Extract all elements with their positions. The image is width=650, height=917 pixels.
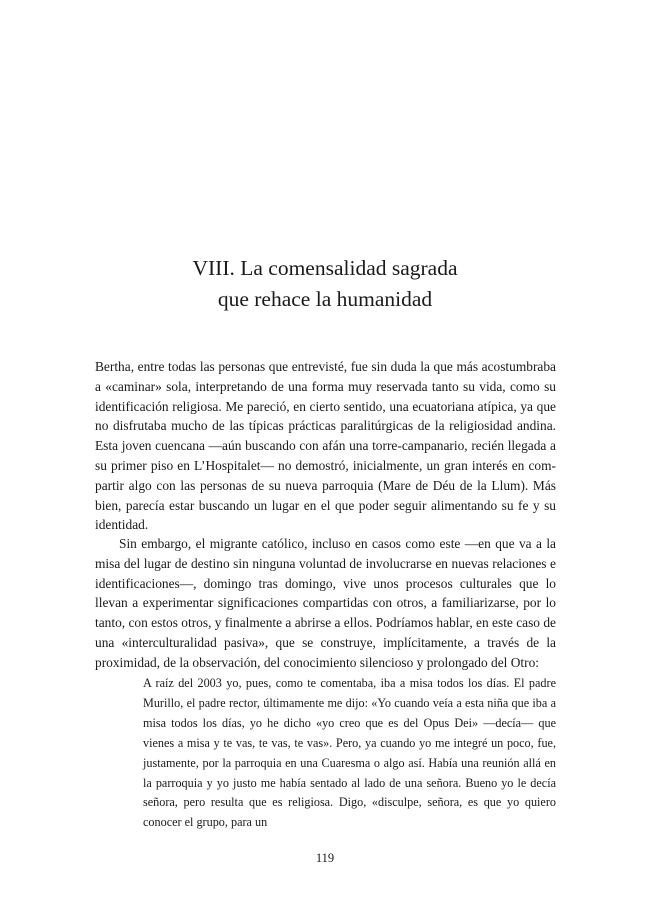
paragraph-text: Bertha, entre todas las personas que entrevisté, fue sin duda la que más acostumbraba a «caminar» sola, interpretando de una forma muy reservada tanto su vida, como su identificación religiosa. Me pareció, en cierto sentido, una ecuatoriana atípica, ya que no disfrutaba mucho de las típicas prácticas paralitúrgicas de la religiosidad andina. Esta joven cuencana —aún buscando con afán una torre-campanario, recién llegada a su primer piso en L’Hospitalet— no demostró, inicialmente, un gran interés en compartir algo con las personas de su nueva parroquia (Mare de Déu de la Llum). Más bien, parecía estar buscando un lugar en el que poder seguir alimentando su fe y su identidad. <box>95 359 556 533</box>
chapter-title-line-1: VIII. La comensalidad sagrada <box>192 256 458 280</box>
chapter-title-line-2: que rehace la humanidad <box>217 287 433 311</box>
paragraph-text: Sin embargo, el migrante católico, incluso en casos como este —en que va a la misa del lugar de destino sin ninguna voluntad de involucrarse en nuevas relaciones e identificaciones—, domingo tras domingo, vive unos procesos culturales que lo llevan a experimentar significaciones compartidas con otros, a familiarizarse, por lo tanto, con estos otros, y finalmente a abrirse a ellos. Podríamos hablar, en este caso de una «interculturalidad pasiva», que se construye, implícitamente, a través de la proximidad, de la observación, del conocimiento silencioso y prolongado del Otro: <box>95 536 556 670</box>
paragraph-1 <box>95 357 556 535</box>
quote-text: A raíz del 2003 yo, pues, como te comentaba, iba a misa todos los días. El padre Murillo, el padre rector, últimamente me dijo: «Yo cuando veía a esta niña que iba a misa todos los días, yo he dicho «yo creo que es del Opus Dei» —decía— que vienes a misa y te vas, te vas, te vas». Pero, ya cuando yo me integré un poco, fue, justamente, por la parroquia en una Cuaresma o algo así. Había una reunión allá en la parroquia y yo justo me había sentado al lado de una señora. Bueno yo le decía señora, pero resulta que es religiosa. Digo, «disculpe, señora, es que yo quiero conocer el grupo, para un <box>143 676 556 830</box>
paragraph-2 <box>95 534 556 673</box>
chapter-title <box>0 253 650 315</box>
block-quote <box>143 674 556 833</box>
page-number: 119 <box>315 851 335 865</box>
